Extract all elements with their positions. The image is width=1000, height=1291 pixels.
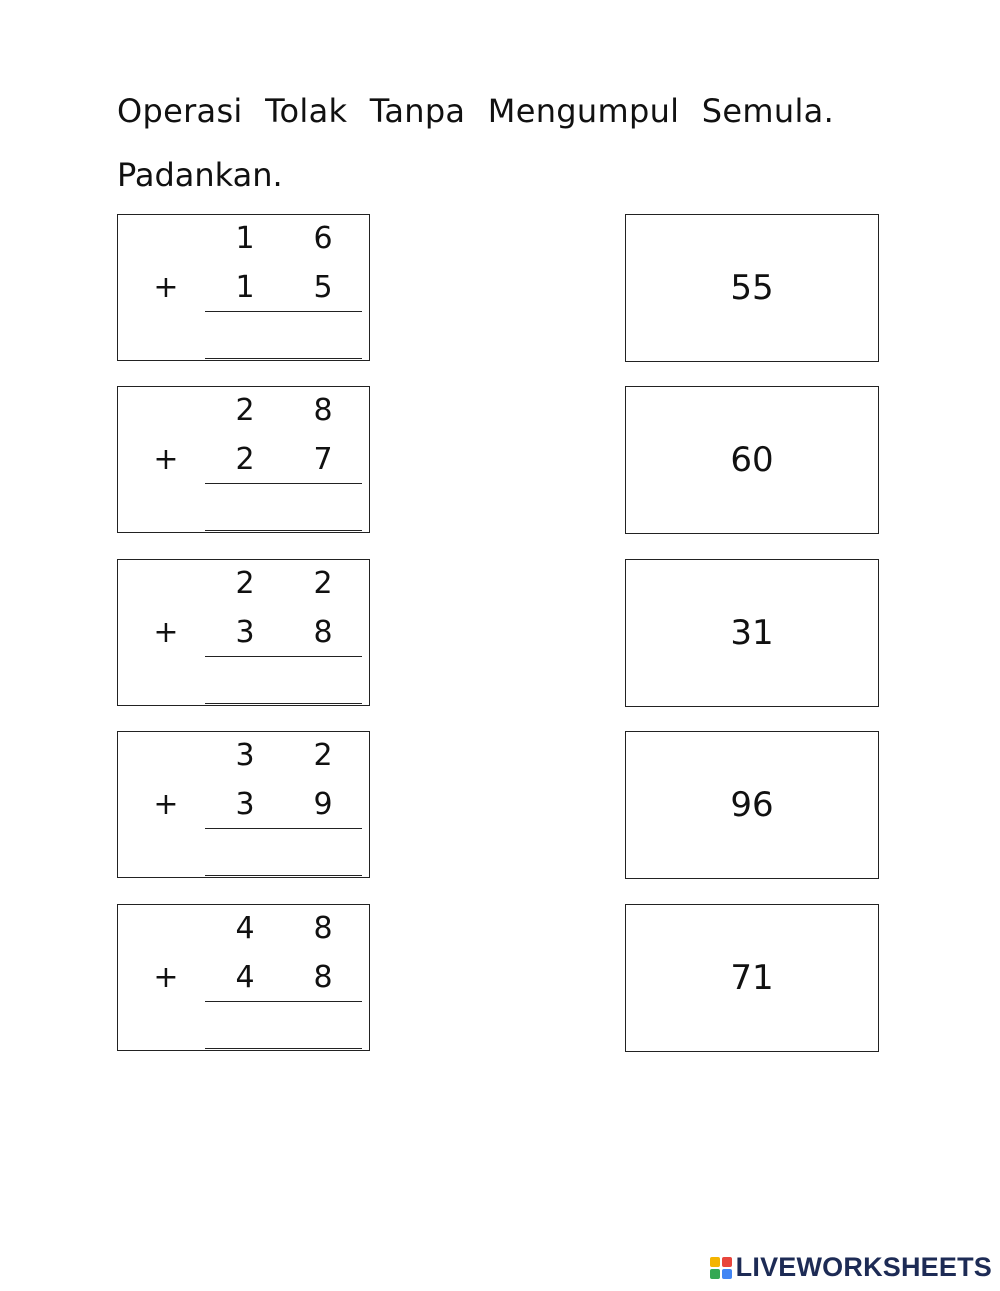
top-ones-digit: 2: [313, 738, 333, 773]
top-tens-digit: 2: [235, 566, 255, 601]
bottom-ones-digit: 5: [313, 270, 333, 305]
top-tens-digit: 2: [235, 393, 255, 428]
sum-line: [205, 311, 362, 312]
top-ones-digit: 6: [313, 221, 333, 256]
answer-box[interactable]: 31: [625, 559, 879, 707]
brand-name: LIVEWORKSHEETS: [735, 1252, 992, 1282]
sum-line: [205, 656, 362, 657]
bottom-tens-digit: 1: [235, 270, 255, 305]
sum-line: [205, 828, 362, 829]
bottom-ones-digit: 7: [313, 442, 333, 477]
instruction-text: Padankan.: [117, 156, 283, 194]
question-box: [117, 386, 370, 533]
answer-line: [205, 703, 362, 704]
top-ones-digit: 2: [313, 566, 333, 601]
top-tens-digit: 3: [235, 738, 255, 773]
top-ones-digit: 8: [313, 393, 333, 428]
answer-line: [205, 358, 362, 359]
bottom-ones-digit: 8: [313, 960, 333, 995]
operator-sign: +: [153, 442, 179, 477]
operator-sign: +: [153, 270, 179, 305]
operator-sign: +: [153, 615, 179, 650]
answer-line: [205, 875, 362, 876]
answer-box[interactable]: 71: [625, 904, 879, 1052]
operator-sign: +: [153, 787, 179, 822]
bottom-tens-digit: 4: [235, 960, 255, 995]
answer-box[interactable]: 60: [625, 386, 879, 534]
answer-box[interactable]: 55: [625, 214, 879, 362]
bottom-ones-digit: 9: [313, 787, 333, 822]
sum-line: [205, 483, 362, 484]
page-title: Operasi Tolak Tanpa Mengumpul Semula.: [117, 92, 835, 130]
question-box: [117, 559, 370, 706]
top-tens-digit: 1: [235, 221, 255, 256]
top-tens-digit: 4: [235, 911, 255, 946]
answer-line: [205, 1048, 362, 1049]
liveworksheets-logo-icon: [710, 1257, 732, 1279]
top-ones-digit: 8: [313, 911, 333, 946]
sum-line: [205, 1001, 362, 1002]
bottom-tens-digit: 3: [235, 787, 255, 822]
bottom-tens-digit: 2: [235, 442, 255, 477]
liveworksheets-logo: [710, 1252, 992, 1283]
question-box: [117, 214, 370, 361]
bottom-ones-digit: 8: [313, 615, 333, 650]
question-box: [117, 731, 370, 878]
answer-box[interactable]: 96: [625, 731, 879, 879]
answer-line: [205, 530, 362, 531]
bottom-tens-digit: 3: [235, 615, 255, 650]
operator-sign: +: [153, 960, 179, 995]
question-box: [117, 904, 370, 1051]
